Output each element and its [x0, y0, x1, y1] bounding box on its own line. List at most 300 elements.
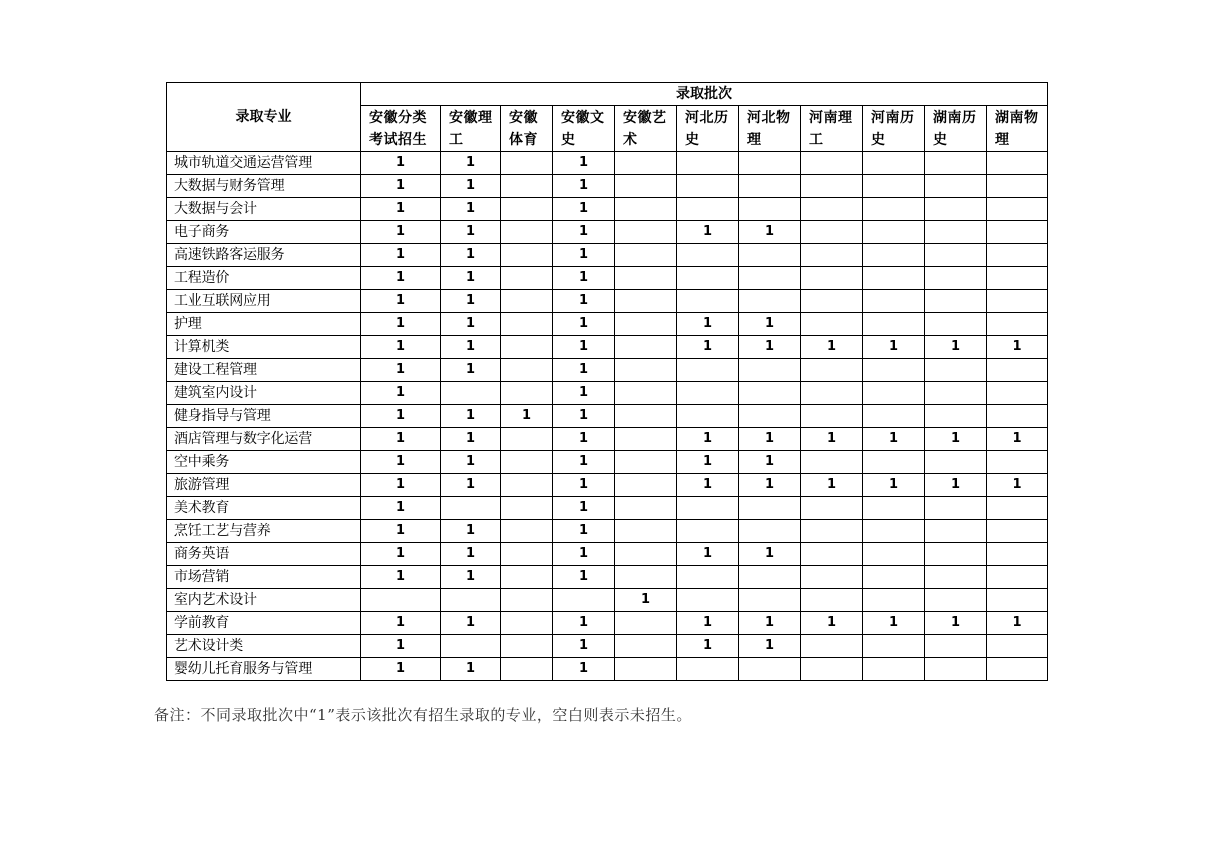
admission-flag-cell	[501, 359, 553, 382]
major-name-cell: 商务英语	[167, 543, 361, 566]
major-name-cell: 高速铁路客运服务	[167, 244, 361, 267]
admission-flag-cell	[677, 566, 739, 589]
admission-flag-cell	[615, 359, 677, 382]
admission-flag-cell: 1	[361, 198, 441, 221]
major-name-cell: 美术教育	[167, 497, 361, 520]
admission-flag-cell	[677, 175, 739, 198]
admission-flag-cell: 1	[361, 152, 441, 175]
admission-flag-cell: 1	[553, 658, 615, 681]
admission-flag-cell: 1	[615, 589, 677, 612]
admission-flag-cell: 1	[553, 267, 615, 290]
table-row	[167, 267, 1048, 290]
admission-flag-cell: 1	[739, 543, 801, 566]
admission-flag-cell	[677, 244, 739, 267]
table-row	[167, 497, 1048, 520]
admission-flag-cell	[801, 267, 863, 290]
admission-flag-cell	[801, 221, 863, 244]
admission-flag-cell: 1	[441, 566, 501, 589]
admission-flag-cell	[801, 359, 863, 382]
admission-flag-cell	[987, 497, 1048, 520]
table-row	[167, 290, 1048, 313]
admission-flag-cell: 1	[801, 474, 863, 497]
admission-flag-cell	[987, 658, 1048, 681]
admission-flag-cell: 1	[361, 359, 441, 382]
admission-flag-cell	[677, 198, 739, 221]
admission-flag-cell	[987, 520, 1048, 543]
admission-flag-cell	[801, 451, 863, 474]
table-row	[167, 198, 1048, 221]
admission-flag-cell: 1	[677, 543, 739, 566]
admission-flag-cell: 1	[553, 175, 615, 198]
batch-column-header: 湖南历史	[925, 106, 987, 152]
admission-flag-cell: 1	[553, 336, 615, 359]
major-name-cell: 建筑室内设计	[167, 382, 361, 405]
admission-flag-cell	[615, 497, 677, 520]
table-row	[167, 566, 1048, 589]
admission-flag-cell	[615, 543, 677, 566]
admission-flag-cell: 1	[441, 290, 501, 313]
admission-flag-cell: 1	[739, 474, 801, 497]
table-row	[167, 336, 1048, 359]
major-name-cell: 烹饪工艺与营养	[167, 520, 361, 543]
batch-column-header: 河北物理	[739, 106, 801, 152]
admission-flag-cell	[925, 198, 987, 221]
admission-flag-cell	[615, 244, 677, 267]
admission-flag-cell	[925, 497, 987, 520]
table-row	[167, 612, 1048, 635]
admission-flag-cell: 1	[361, 290, 441, 313]
admission-flag-cell	[987, 543, 1048, 566]
admission-flag-cell	[501, 290, 553, 313]
admission-flag-cell	[501, 520, 553, 543]
admission-flag-cell	[925, 221, 987, 244]
admission-flag-cell	[615, 382, 677, 405]
admission-flag-cell: 1	[441, 405, 501, 428]
batch-column-header: 河北历史	[677, 106, 739, 152]
major-name-cell: 艺术设计类	[167, 635, 361, 658]
major-name-cell: 电子商务	[167, 221, 361, 244]
admission-flag-cell	[501, 313, 553, 336]
admission-flag-cell: 1	[677, 635, 739, 658]
admission-flag-cell: 1	[739, 336, 801, 359]
admission-flag-cell	[739, 405, 801, 428]
admission-flag-cell: 1	[925, 428, 987, 451]
admission-flag-cell: 1	[677, 451, 739, 474]
admission-flag-cell: 1	[863, 612, 925, 635]
admission-flag-cell: 1	[441, 520, 501, 543]
admission-flag-cell: 1	[361, 474, 441, 497]
table-row	[167, 313, 1048, 336]
admission-flag-cell: 1	[361, 635, 441, 658]
admission-flag-cell	[987, 175, 1048, 198]
admission-flag-cell: 1	[441, 221, 501, 244]
admission-flag-cell: 1	[361, 566, 441, 589]
table-row	[167, 405, 1048, 428]
admission-flag-cell	[925, 589, 987, 612]
batch-group-header: 录取批次	[361, 83, 1048, 106]
footnote: 备注：不同录取批次中“1”表示该批次有招生录取的专业，空白则表示未招生。	[154, 706, 692, 724]
admission-flag-cell: 1	[553, 497, 615, 520]
admission-flag-cell	[925, 290, 987, 313]
admission-flag-cell: 1	[677, 336, 739, 359]
admission-flag-cell	[615, 152, 677, 175]
admission-flag-cell	[501, 175, 553, 198]
admission-flag-cell	[441, 497, 501, 520]
admission-flag-cell	[863, 566, 925, 589]
admission-flag-cell: 1	[441, 658, 501, 681]
admission-flag-cell: 1	[553, 635, 615, 658]
admission-flag-cell	[801, 405, 863, 428]
admission-flag-cell: 1	[863, 428, 925, 451]
admission-flag-cell	[441, 635, 501, 658]
major-name-cell: 大数据与会计	[167, 198, 361, 221]
admission-flag-cell	[863, 359, 925, 382]
admission-flag-cell	[863, 221, 925, 244]
major-name-cell: 建设工程管理	[167, 359, 361, 382]
admission-flag-cell	[739, 658, 801, 681]
admission-flag-cell: 1	[925, 336, 987, 359]
admission-flag-cell: 1	[677, 612, 739, 635]
admission-flag-cell: 1	[553, 520, 615, 543]
admission-flag-cell: 1	[925, 612, 987, 635]
admission-flag-cell: 1	[441, 451, 501, 474]
admission-flag-cell: 1	[361, 612, 441, 635]
major-name-cell: 室内艺术设计	[167, 589, 361, 612]
admission-flag-cell	[801, 497, 863, 520]
admission-flag-cell	[615, 612, 677, 635]
admission-flag-cell: 1	[361, 267, 441, 290]
admission-flag-cell: 1	[553, 313, 615, 336]
admission-flag-cell	[677, 382, 739, 405]
major-name-cell: 健身指导与管理	[167, 405, 361, 428]
admission-flag-cell	[739, 175, 801, 198]
admission-flag-cell: 1	[361, 451, 441, 474]
admission-flag-cell	[615, 566, 677, 589]
admission-flag-cell	[925, 359, 987, 382]
admission-flag-cell	[677, 497, 739, 520]
table-row	[167, 244, 1048, 267]
admission-flag-cell	[863, 497, 925, 520]
admission-flag-cell: 1	[441, 543, 501, 566]
admission-flag-cell: 1	[361, 382, 441, 405]
admission-flag-cell	[801, 566, 863, 589]
admission-flag-cell: 1	[739, 635, 801, 658]
admission-flag-cell	[501, 244, 553, 267]
admission-flag-cell	[987, 290, 1048, 313]
admission-table	[166, 82, 1048, 681]
admission-flag-cell	[801, 520, 863, 543]
admission-flag-cell	[925, 520, 987, 543]
admission-flag-cell: 1	[553, 405, 615, 428]
admission-flag-cell: 1	[987, 428, 1048, 451]
admission-flag-cell	[441, 382, 501, 405]
admission-flag-cell: 1	[553, 221, 615, 244]
admission-flag-cell	[863, 658, 925, 681]
table-row	[167, 474, 1048, 497]
admission-flag-cell: 1	[361, 520, 441, 543]
admission-flag-cell	[615, 474, 677, 497]
admission-flag-cell	[863, 520, 925, 543]
admission-flag-cell	[987, 267, 1048, 290]
table-row	[167, 589, 1048, 612]
admission-flag-cell: 1	[553, 382, 615, 405]
admission-flag-cell: 1	[925, 474, 987, 497]
table-row	[167, 175, 1048, 198]
admission-flag-cell: 1	[739, 451, 801, 474]
admission-flag-cell	[739, 198, 801, 221]
admission-flag-cell	[501, 474, 553, 497]
admission-flag-cell	[739, 267, 801, 290]
admission-flag-cell: 1	[739, 221, 801, 244]
admission-flag-cell	[925, 244, 987, 267]
admission-flag-cell	[863, 290, 925, 313]
admission-flag-cell	[615, 313, 677, 336]
admission-flag-cell	[677, 658, 739, 681]
batch-column-header: 安徽文史	[553, 106, 615, 152]
admission-flag-cell	[361, 589, 441, 612]
table-row	[167, 221, 1048, 244]
major-name-cell: 空中乘务	[167, 451, 361, 474]
major-name-cell: 婴幼儿托育服务与管理	[167, 658, 361, 681]
admission-flag-cell	[801, 543, 863, 566]
admission-flag-cell	[615, 290, 677, 313]
admission-flag-cell	[501, 566, 553, 589]
admission-flag-cell	[501, 497, 553, 520]
admission-flag-cell	[863, 313, 925, 336]
admission-flag-cell	[801, 382, 863, 405]
admission-flag-cell: 1	[361, 336, 441, 359]
table-row	[167, 152, 1048, 175]
admission-flag-cell	[677, 405, 739, 428]
admission-flag-cell: 1	[553, 428, 615, 451]
major-name-cell: 计算机类	[167, 336, 361, 359]
admission-flag-cell: 1	[553, 566, 615, 589]
admission-flag-cell	[987, 221, 1048, 244]
admission-flag-cell: 1	[361, 244, 441, 267]
admission-flag-cell	[501, 336, 553, 359]
admission-flag-cell: 1	[361, 313, 441, 336]
admission-flag-cell: 1	[361, 405, 441, 428]
admission-flag-cell	[501, 635, 553, 658]
admission-flag-cell	[739, 290, 801, 313]
admission-flag-cell	[615, 428, 677, 451]
admission-flag-cell	[925, 382, 987, 405]
admission-flag-cell	[739, 589, 801, 612]
admission-flag-cell	[501, 589, 553, 612]
admission-flag-cell	[615, 658, 677, 681]
admission-flag-cell	[987, 566, 1048, 589]
admission-flag-cell	[987, 451, 1048, 474]
admission-flag-cell	[987, 198, 1048, 221]
admission-flag-cell: 1	[361, 543, 441, 566]
admission-flag-cell: 1	[553, 152, 615, 175]
major-name-cell: 大数据与财务管理	[167, 175, 361, 198]
admission-flag-cell: 1	[441, 175, 501, 198]
admission-flag-cell: 1	[441, 267, 501, 290]
admission-flag-cell: 1	[801, 612, 863, 635]
admission-flag-cell: 1	[553, 198, 615, 221]
major-name-cell: 护理	[167, 313, 361, 336]
admission-flag-cell	[863, 267, 925, 290]
table-row	[167, 359, 1048, 382]
admission-flag-cell	[801, 313, 863, 336]
admission-flag-cell	[677, 589, 739, 612]
admission-flag-cell: 1	[361, 658, 441, 681]
admission-flag-cell	[615, 267, 677, 290]
admission-flag-cell: 1	[441, 198, 501, 221]
admission-flag-cell	[501, 543, 553, 566]
admission-flag-cell	[739, 359, 801, 382]
admission-flag-cell	[501, 451, 553, 474]
admission-flag-cell	[501, 152, 553, 175]
admission-flag-cell: 1	[441, 359, 501, 382]
admission-flag-cell	[987, 382, 1048, 405]
admission-flag-cell	[553, 589, 615, 612]
admission-flag-cell	[739, 520, 801, 543]
admission-flag-cell: 1	[739, 313, 801, 336]
admission-flag-cell	[801, 589, 863, 612]
admission-flag-cell	[739, 382, 801, 405]
admission-flag-cell	[987, 635, 1048, 658]
major-name-cell: 学前教育	[167, 612, 361, 635]
admission-flag-cell	[925, 405, 987, 428]
admission-flag-cell	[739, 566, 801, 589]
admission-flag-cell	[987, 359, 1048, 382]
admission-flag-cell	[615, 451, 677, 474]
table-row	[167, 543, 1048, 566]
admission-flag-cell	[677, 290, 739, 313]
admission-flag-cell	[925, 175, 987, 198]
admission-flag-cell	[863, 198, 925, 221]
admission-flag-cell	[615, 520, 677, 543]
admission-flag-cell: 1	[553, 451, 615, 474]
major-name-cell: 酒店管理与数字化运营	[167, 428, 361, 451]
admission-flag-cell	[739, 244, 801, 267]
batch-column-header: 安徽艺术	[615, 106, 677, 152]
admission-flag-cell	[677, 152, 739, 175]
admission-flag-cell: 1	[677, 221, 739, 244]
admission-flag-cell: 1	[987, 474, 1048, 497]
admission-flag-cell	[863, 543, 925, 566]
admission-flag-cell: 1	[501, 405, 553, 428]
batch-column-header: 河南理工	[801, 106, 863, 152]
admission-flag-cell: 1	[441, 313, 501, 336]
admission-flag-cell	[863, 451, 925, 474]
admission-flag-cell	[801, 290, 863, 313]
admission-flag-cell: 1	[361, 175, 441, 198]
admission-flag-cell: 1	[553, 359, 615, 382]
admission-flag-cell: 1	[441, 244, 501, 267]
major-name-cell: 工业互联网应用	[167, 290, 361, 313]
admission-flag-cell: 1	[863, 336, 925, 359]
admission-flag-cell: 1	[863, 474, 925, 497]
admission-flag-cell	[615, 405, 677, 428]
batch-column-header: 安徽分类考试招生	[361, 106, 441, 152]
admission-flag-cell	[863, 405, 925, 428]
admission-flag-cell	[925, 152, 987, 175]
batch-column-header: 湖南物理	[987, 106, 1048, 152]
admission-flag-cell	[501, 382, 553, 405]
admission-flag-cell: 1	[553, 244, 615, 267]
admission-flag-cell: 1	[441, 152, 501, 175]
admission-flag-cell: 1	[553, 474, 615, 497]
major-name-cell: 城市轨道交通运营管理	[167, 152, 361, 175]
admission-flag-cell	[615, 198, 677, 221]
admission-flag-cell: 1	[553, 543, 615, 566]
admission-flag-cell: 1	[441, 428, 501, 451]
admission-flag-cell	[925, 543, 987, 566]
admission-flag-cell	[739, 152, 801, 175]
admission-flag-cell: 1	[361, 221, 441, 244]
admission-flag-cell	[615, 336, 677, 359]
admission-flag-cell	[615, 635, 677, 658]
admission-flag-cell	[501, 221, 553, 244]
table-body	[167, 152, 1048, 681]
batch-column-header: 安徽理工	[441, 106, 501, 152]
admission-flag-cell	[801, 658, 863, 681]
table-row	[167, 520, 1048, 543]
admission-flag-cell	[925, 451, 987, 474]
admission-flag-cell	[501, 198, 553, 221]
admission-flag-cell	[987, 152, 1048, 175]
admission-flag-cell: 1	[801, 336, 863, 359]
major-name-cell: 市场营销	[167, 566, 361, 589]
admission-flag-cell	[863, 152, 925, 175]
admission-flag-cell: 1	[987, 612, 1048, 635]
admission-flag-cell	[987, 244, 1048, 267]
admission-flag-cell	[677, 359, 739, 382]
admission-flag-cell	[925, 566, 987, 589]
admission-flag-cell	[801, 635, 863, 658]
admission-flag-cell	[615, 175, 677, 198]
admission-flag-cell	[987, 313, 1048, 336]
admission-flag-cell	[987, 589, 1048, 612]
admission-flag-cell	[501, 612, 553, 635]
admission-flag-cell: 1	[553, 290, 615, 313]
admission-flag-cell	[739, 497, 801, 520]
batch-column-header: 安徽体育	[501, 106, 553, 152]
admission-flag-cell	[863, 589, 925, 612]
admission-flag-cell: 1	[677, 428, 739, 451]
admission-flag-cell: 1	[677, 313, 739, 336]
admission-flag-cell: 1	[441, 336, 501, 359]
admission-flag-cell: 1	[677, 474, 739, 497]
admission-flag-cell	[501, 658, 553, 681]
admission-flag-cell: 1	[441, 612, 501, 635]
admission-flag-cell	[615, 221, 677, 244]
admission-flag-cell	[801, 152, 863, 175]
admission-flag-cell: 1	[553, 612, 615, 635]
table-row	[167, 635, 1048, 658]
admission-flag-cell: 1	[739, 428, 801, 451]
admission-flag-cell: 1	[441, 474, 501, 497]
admission-flag-cell: 1	[361, 428, 441, 451]
admission-flag-cell	[677, 520, 739, 543]
admission-flag-cell: 1	[801, 428, 863, 451]
major-name-cell: 工程造价	[167, 267, 361, 290]
admission-flag-cell	[677, 267, 739, 290]
admission-flag-cell	[925, 635, 987, 658]
admission-flag-cell: 1	[739, 612, 801, 635]
batch-column-header: 河南历史	[863, 106, 925, 152]
admission-flag-cell	[925, 658, 987, 681]
admission-flag-cell: 1	[361, 497, 441, 520]
admission-flag-cell	[801, 175, 863, 198]
admission-flag-cell	[863, 175, 925, 198]
table-row	[167, 658, 1048, 681]
admission-flag-cell	[925, 267, 987, 290]
admission-flag-cell	[987, 405, 1048, 428]
